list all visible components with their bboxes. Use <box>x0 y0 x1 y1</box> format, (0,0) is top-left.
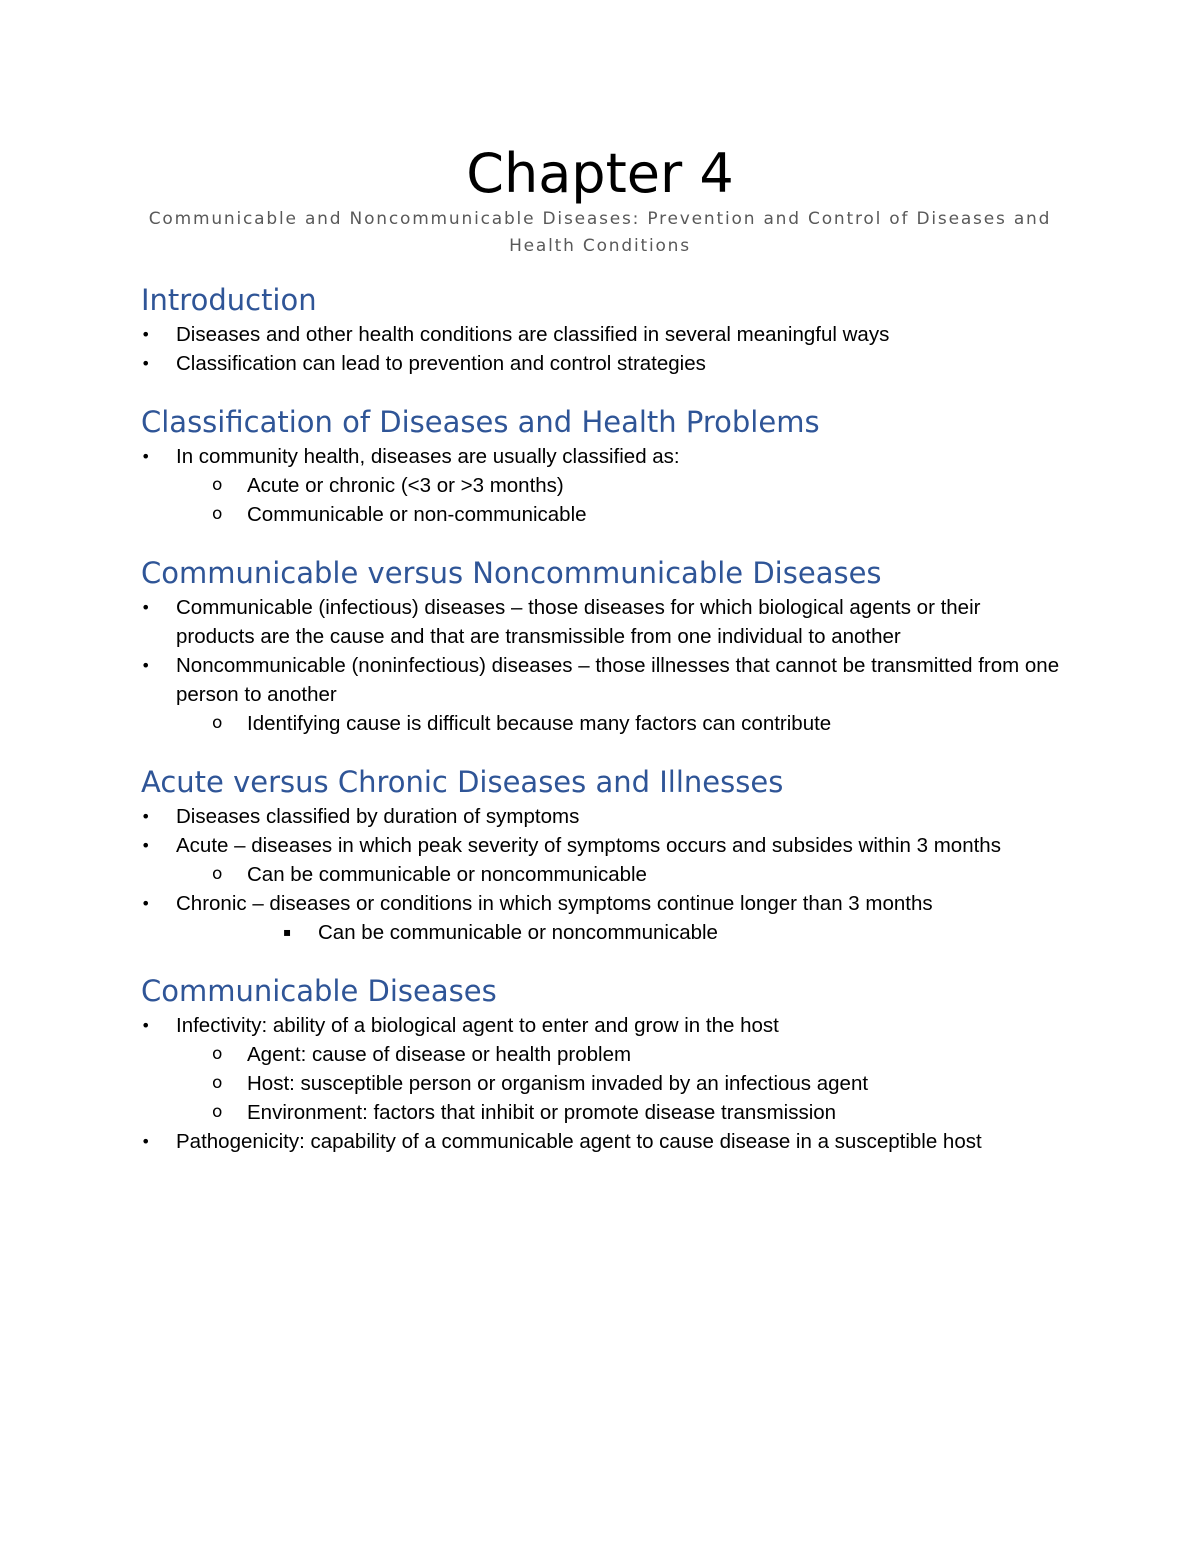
list-item <box>141 1127 1061 1156</box>
list-item <box>141 709 1061 738</box>
list-item <box>141 1040 1061 1069</box>
bullet-icon: • <box>141 836 151 855</box>
bullet-list <box>141 802 1061 947</box>
bullet-icon: • <box>141 894 151 913</box>
bullet-icon: • <box>141 1016 151 1035</box>
bullet-icon: • <box>141 807 151 826</box>
list-item-text: Diseases and other health conditions are classified in several meaningful ways <box>176 323 890 346</box>
list-item <box>141 802 1061 831</box>
bullet-icon: • <box>141 354 151 373</box>
list-item <box>141 1069 1061 1098</box>
list-item <box>141 349 1061 378</box>
page-title: Chapter 4 <box>466 142 734 205</box>
list-item-text: Classification can lead to prevention and control strategies <box>176 352 706 375</box>
section-heading: Introduction <box>141 283 317 317</box>
list-item-text: Communicable or non-communicable <box>247 503 587 526</box>
list-item-text: Pathogenicity: capability of a communicable agent to cause disease in a susceptible host <box>176 1130 982 1153</box>
bullet-list <box>141 1011 1061 1156</box>
section-heading: Communicable Diseases <box>141 974 497 1008</box>
page-subtitle: Communicable and Noncommunicable Diseases: Prevention and Control of Diseases and Health Conditions <box>148 209 1052 256</box>
document-section <box>141 402 1061 529</box>
list-item <box>141 889 1061 918</box>
list-item <box>141 831 1061 860</box>
bullet-icon: • <box>141 1132 151 1151</box>
list-item-text: Acute – diseases in which peak severity of symptoms occurs and subsides within 3 months <box>176 834 1001 857</box>
list-item-text: Identifying cause is difficult because many factors can contribute <box>247 712 832 735</box>
list-item-text: Acute or chronic (<3 or >3 months) <box>247 474 564 497</box>
bullet-icon: ▪ <box>283 925 292 939</box>
bullet-icon: • <box>141 325 151 344</box>
list-item <box>141 320 1061 349</box>
list-item-text: In community health, diseases are usually classified as: <box>176 445 680 468</box>
list-item <box>141 1098 1061 1127</box>
bullet-icon: • <box>141 447 151 466</box>
section-heading: Acute versus Chronic Diseases and Illnesses <box>141 765 784 799</box>
list-item-text: Infectivity: ability of a biological agent to enter and grow in the host <box>176 1014 779 1037</box>
list-item <box>141 860 1061 889</box>
section-heading: Communicable versus Noncommunicable Diseases <box>141 556 882 590</box>
document-section <box>141 280 1061 378</box>
document-section <box>141 553 1061 738</box>
list-item <box>141 651 1061 709</box>
bullet-list <box>141 320 1061 378</box>
bullet-icon: o <box>212 864 223 884</box>
bullet-icon: o <box>212 1073 223 1093</box>
bullet-icon: • <box>141 656 151 675</box>
document-section <box>141 971 1061 1156</box>
list-item <box>141 1011 1061 1040</box>
list-item-text: Can be communicable or noncommunicable <box>318 921 718 944</box>
list-item-text: Diseases classified by duration of symptoms <box>176 805 580 828</box>
bullet-icon: o <box>212 504 223 524</box>
list-item-text: Communicable (infectious) diseases – those diseases for which biological agents or their products are the cause and that are transmissible from one individual to another <box>176 596 981 648</box>
list-item <box>141 471 1061 500</box>
bullet-list <box>141 593 1061 738</box>
document-body <box>141 280 1061 1156</box>
list-item-text: Environment: factors that inhibit or promote disease transmission <box>247 1101 837 1124</box>
list-item <box>141 442 1061 471</box>
list-item <box>141 918 1061 947</box>
section-heading: Classification of Diseases and Health Problems <box>141 405 820 439</box>
bullet-icon: o <box>212 1102 223 1122</box>
bullet-icon: o <box>212 475 223 495</box>
list-item <box>141 500 1061 529</box>
list-item <box>141 593 1061 651</box>
list-item-text: Can be communicable or noncommunicable <box>247 863 647 886</box>
list-item-text: Agent: cause of disease or health problem <box>247 1043 632 1066</box>
bullet-icon: o <box>212 1044 223 1064</box>
list-item-text: Chronic – diseases or conditions in which symptoms continue longer than 3 months <box>176 892 933 915</box>
list-item-text: Host: susceptible person or organism invaded by an infectious agent <box>247 1072 869 1095</box>
bullet-icon: o <box>212 713 223 733</box>
bullet-icon: • <box>141 598 151 617</box>
document-section <box>141 762 1061 947</box>
list-item-text: Noncommunicable (noninfectious) diseases – those illnesses that cannot be transmitted from one person to another <box>176 654 1060 706</box>
bullet-list <box>141 442 1061 529</box>
